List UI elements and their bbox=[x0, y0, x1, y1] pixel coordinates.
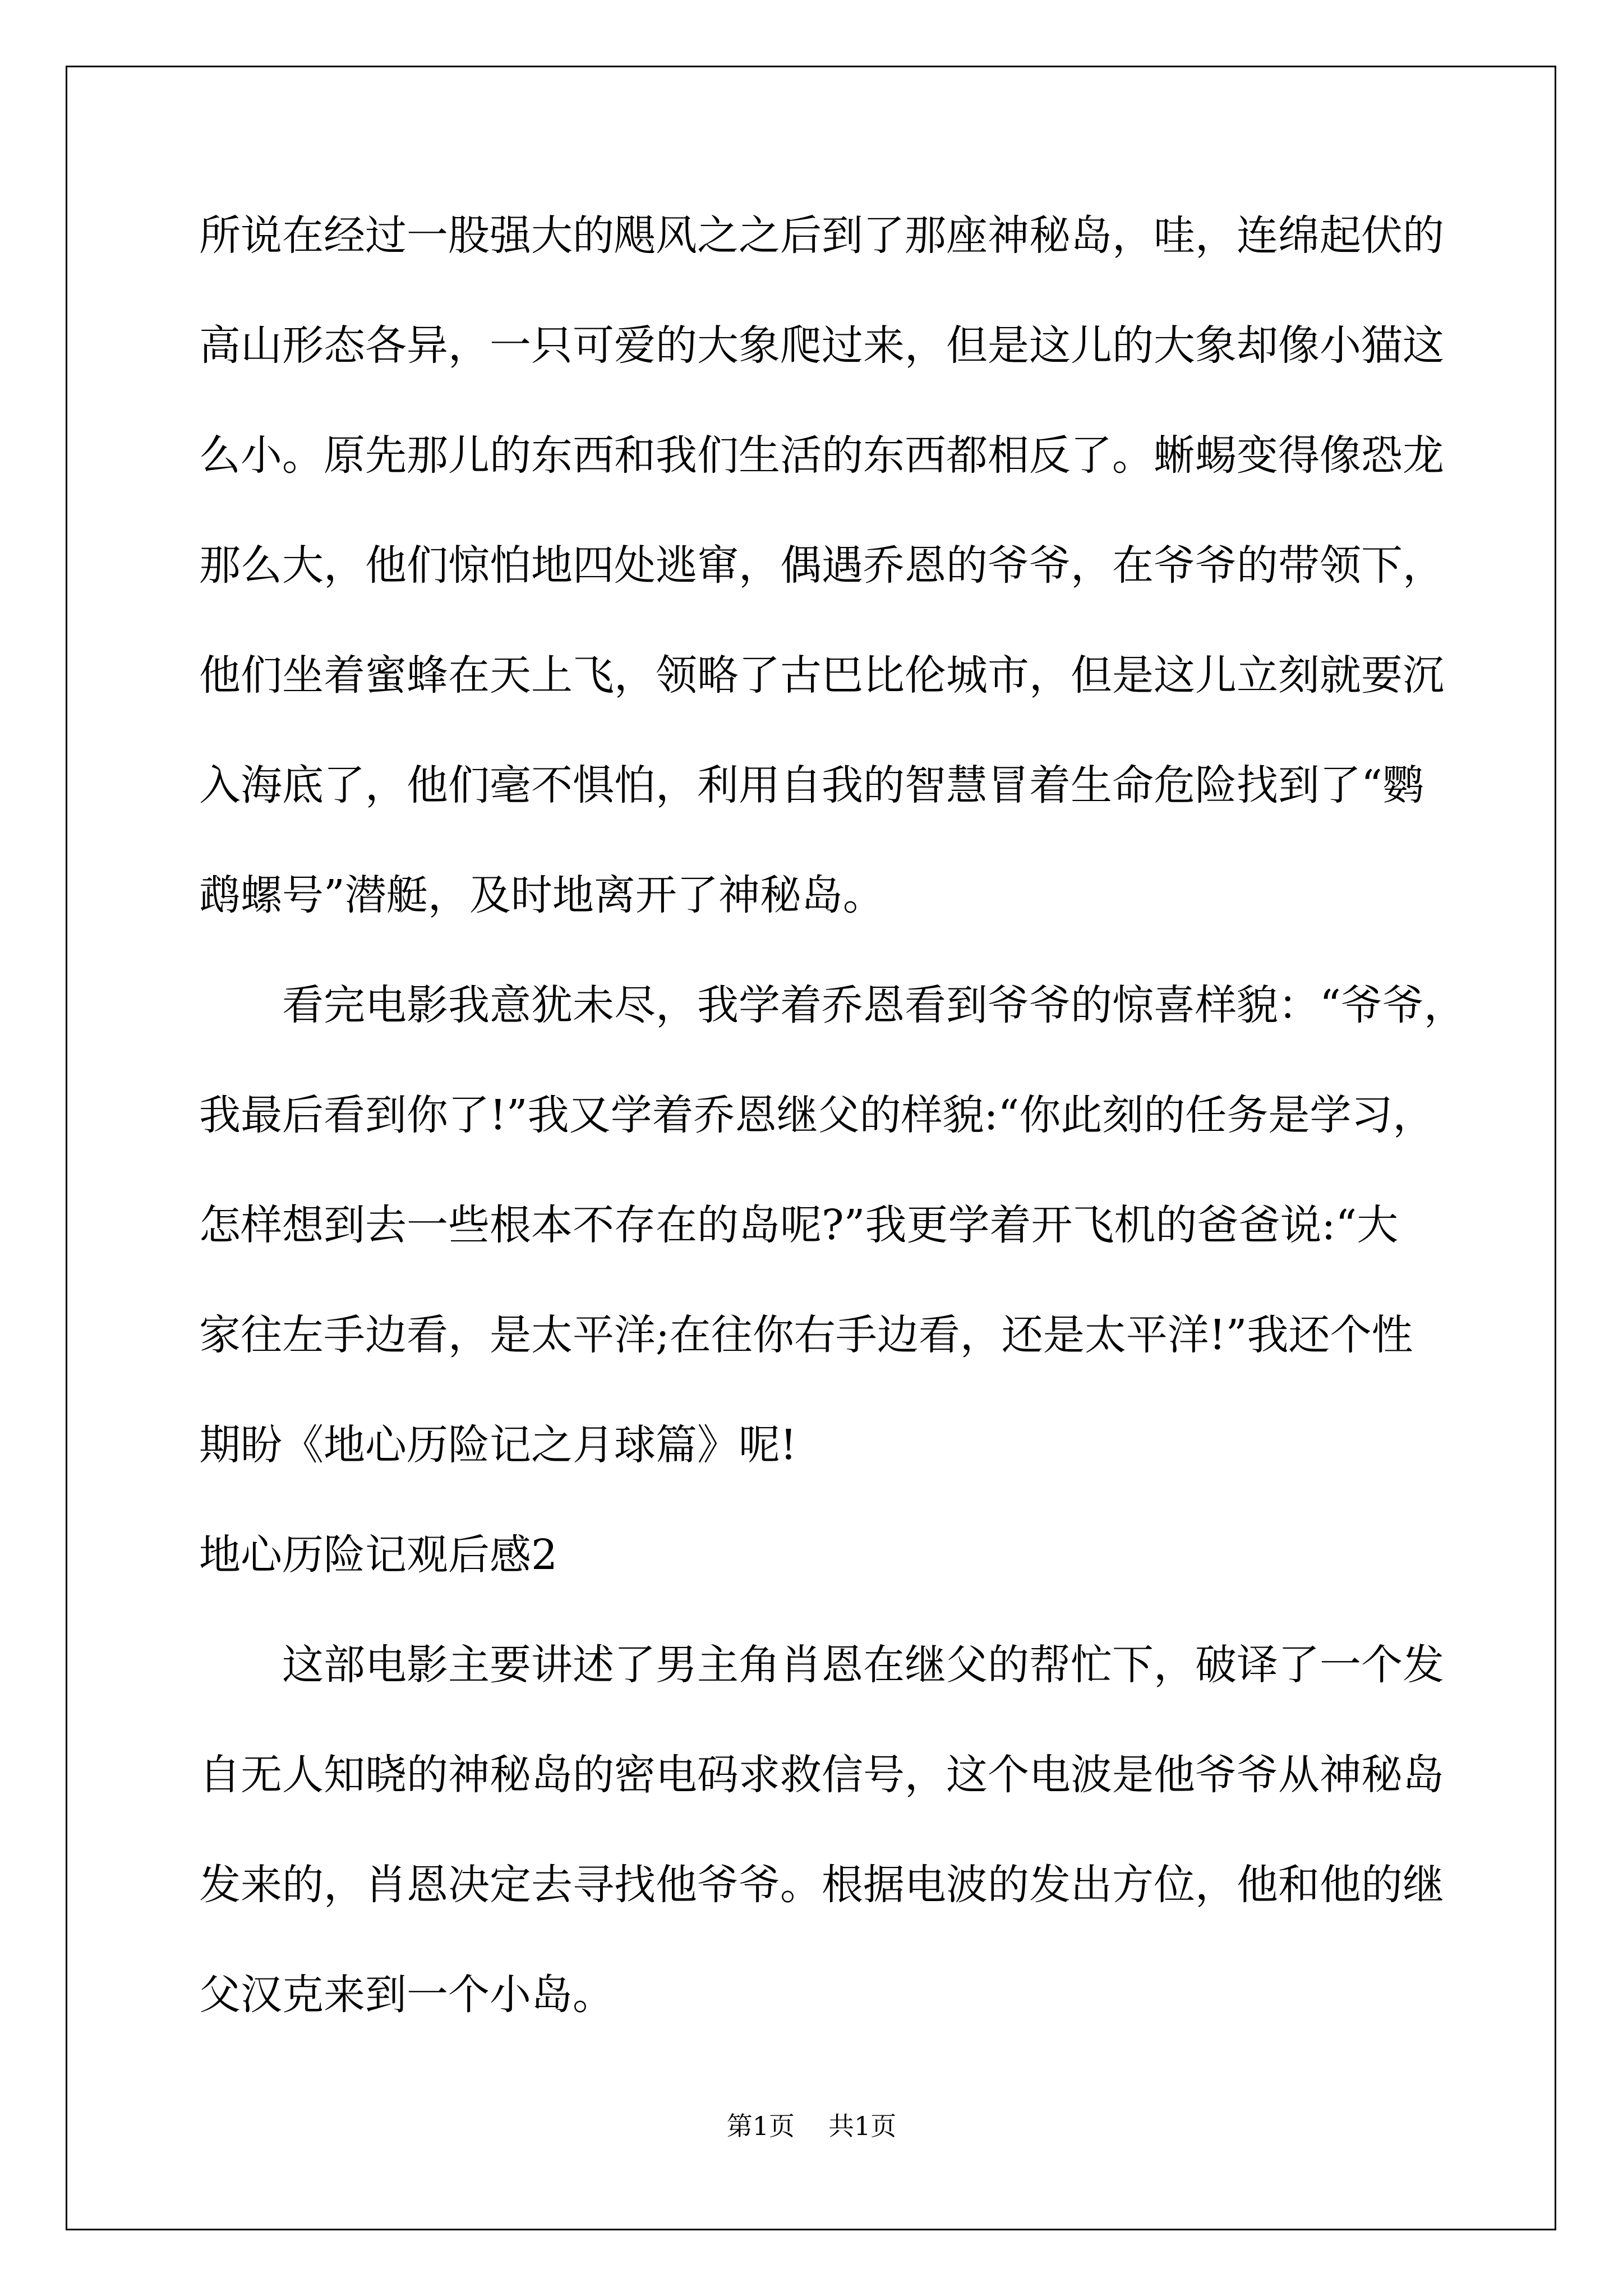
text-line: 么小。原先那儿的东西和我们生活的东西都相反了。蜥蜴变得像恐龙 bbox=[199, 431, 1444, 480]
page-total: 共1页 bbox=[828, 2111, 897, 2141]
text-line: 父汉克来到一个小岛。 bbox=[199, 1971, 614, 2019]
text-line: 入海底了，他们毫不惧怕，利用自我的智慧冒着生命危险找到了“鹦 bbox=[199, 761, 1424, 809]
text-line: 他们坐着蜜蜂在天上飞，领略了古巴比伦城市，但是这儿立刻就要沉 bbox=[199, 651, 1444, 700]
text-line: 所说在经过一股强大的飓风之之后到了那座神秘岛，哇，连绵起伏的 bbox=[199, 211, 1444, 260]
text-line: 我最后看到你了!”我又学着乔恩继父的样貌:“你此刻的任务是学习， bbox=[199, 1091, 1435, 1139]
paragraph-start-line: 看完电影我意犹未尽，我学着乔恩看到爷爷的惊喜样貌：“爷爷， bbox=[282, 981, 1465, 1029]
text-line: 家往左手边看，是太平洋;在往你右手边看，还是太平洋!”我还个性 bbox=[199, 1311, 1413, 1359]
paragraph-start-line: 这部电影主要讲述了男主角肖恩在继父的帮忙下，破译了一个发 bbox=[282, 1641, 1444, 1689]
page-number: 第1页 bbox=[726, 2111, 795, 2141]
text-line: 高山形态各异，一只可爱的大象爬过来，但是这儿的大象却像小猫这 bbox=[199, 321, 1444, 370]
text-line: 怎样想到去一些根本不存在的岛呢?”我更学着开飞机的爸爸说:“大 bbox=[199, 1201, 1399, 1249]
page-footer bbox=[0, 2109, 1623, 2143]
section-heading: 地心历险记观后感2 bbox=[199, 1531, 558, 1579]
text-line: 期盼《地心历险记之月球篇》呢! bbox=[199, 1421, 797, 1469]
text-line: 自无人知晓的神秘岛的密电码求救信号，这个电波是他爷爷从神秘岛 bbox=[199, 1751, 1444, 1799]
text-line: 鹉螺号”潜艇，及时地离开了神秘岛。 bbox=[199, 871, 884, 919]
text-line: 那么大，他们惊怕地四处逃窜，偶遇乔恩的爷爷，在爷爷的带领下， bbox=[199, 541, 1444, 590]
text-line: 发来的，肖恩决定去寻找他爷爷。根据电波的发出方位，他和他的继 bbox=[199, 1861, 1444, 1909]
